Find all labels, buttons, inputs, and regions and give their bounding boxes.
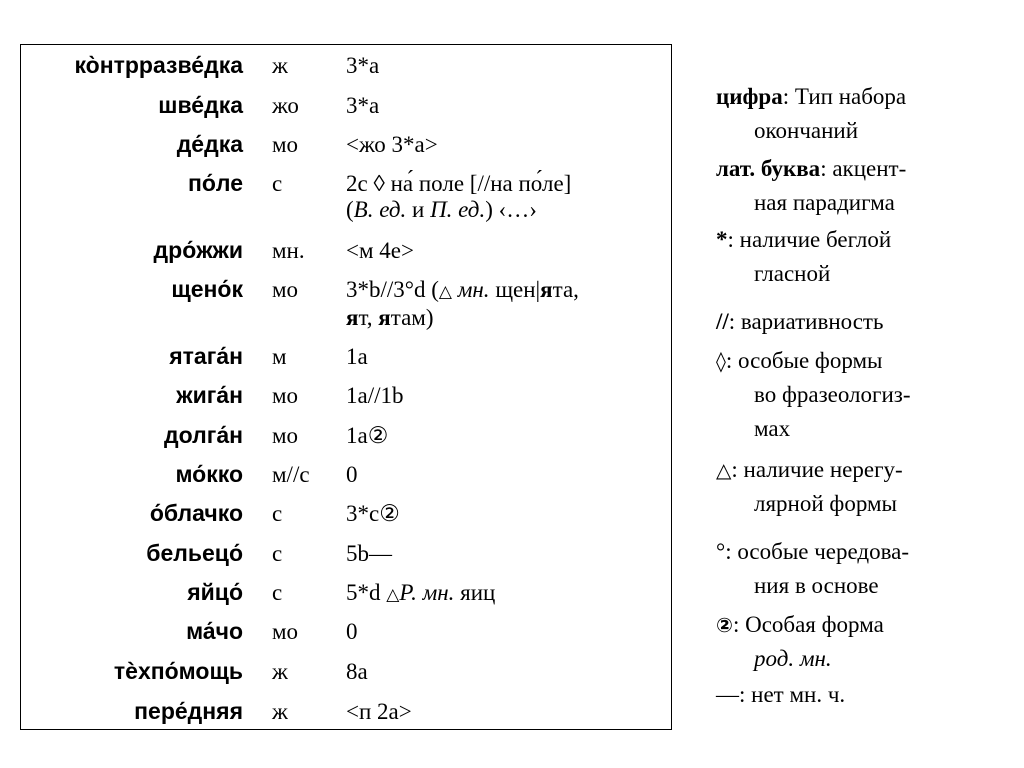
legend-key: ◊ — [716, 349, 726, 373]
inflection-line: 5b— — [346, 541, 392, 566]
inflection-line: 1a② — [346, 423, 389, 448]
gender-label: ж — [272, 659, 288, 684]
legend-entry — [716, 223, 1016, 291]
legend-separator: : — [727, 227, 740, 252]
legend-entry — [716, 678, 1016, 712]
inflection-line: 3*c② — [346, 501, 400, 526]
grammar-table — [20, 44, 672, 730]
legend-separator: : — [731, 457, 744, 482]
headword: дро́жжи — [153, 237, 243, 263]
legend-text: Тип набора — [794, 84, 907, 109]
headword: о́блачко — [149, 500, 243, 526]
headword: шве́дка — [158, 92, 243, 118]
legend-entry — [716, 152, 1016, 220]
inflection-line: 3*a — [346, 53, 380, 78]
legend-line — [716, 678, 1016, 712]
headword: де́дка — [176, 131, 243, 157]
legend-key: ° — [716, 539, 726, 564]
legend-separator: : — [782, 84, 795, 109]
gender-label: ж — [272, 699, 288, 724]
inflection-info — [346, 541, 666, 567]
legend-key: цифра — [716, 84, 783, 109]
legend-text: наличие беглой — [739, 227, 892, 252]
headword: ма́чо — [186, 618, 243, 644]
inflection-info — [346, 53, 666, 79]
legend-entry — [716, 305, 1016, 339]
gender-label: м — [272, 344, 287, 369]
inflection-info — [346, 238, 666, 264]
gender-label: с — [272, 541, 283, 566]
inflection-line: 1a//1b — [346, 383, 404, 408]
inflection-line: 0 — [346, 462, 358, 487]
gender-label: мн. — [272, 238, 305, 263]
inflection-info — [346, 93, 666, 119]
inflection-info — [346, 344, 666, 370]
gender-label: жо — [272, 93, 299, 118]
gender-label: мо — [272, 277, 299, 302]
headword: долга́н — [164, 422, 243, 448]
legend-text: ния в основе — [754, 573, 879, 598]
headword: мо́кко — [175, 461, 243, 487]
inflection-line: <жо 3*a> — [346, 132, 438, 157]
inflection-line: <п 2a> — [346, 699, 412, 724]
legend-text: нет мн. ч. — [751, 682, 846, 707]
inflection-line: <м 4e> — [346, 238, 414, 263]
legend-separator: : — [725, 348, 739, 373]
headword: жига́н — [176, 382, 243, 408]
legend-separator: : — [725, 539, 738, 564]
legend-key: * — [716, 227, 728, 252]
legend-text: мах — [754, 416, 791, 441]
headword: ко̀нтрразве́дка — [74, 52, 243, 78]
inflection-info — [346, 171, 666, 223]
legend-separator: : — [739, 682, 752, 707]
headword: тѐхпо́мощь — [113, 658, 243, 684]
gender-label: с — [272, 501, 283, 526]
gender-label: с — [272, 171, 283, 196]
legend-separator: : — [732, 612, 746, 637]
legend-text: вариативность — [740, 309, 884, 334]
headword: пере́дняя — [134, 698, 243, 724]
legend-entry — [716, 344, 1016, 446]
legend-entry — [716, 80, 1016, 148]
inflection-line: 1a — [346, 344, 368, 369]
inflection-line: 5*d △Р. мн. яиц — [346, 580, 496, 605]
legend-key: △ — [716, 458, 732, 482]
inflection-line: 3*b//3°d (△ мн. щен|ята, — [346, 277, 579, 302]
legend-text: наличие нерегу- — [743, 457, 903, 482]
inflection-info — [346, 699, 666, 725]
inflection-line: (В. ед. и П. ед.) ‹…› — [346, 197, 537, 222]
headword: щено́к — [171, 276, 243, 302]
legend-text: гласной — [754, 261, 831, 286]
gender-label: мо — [272, 132, 299, 157]
legend-line — [716, 344, 1016, 378]
headword: ятага́н — [169, 343, 243, 369]
legend-line — [716, 535, 1016, 569]
legend-line — [716, 305, 1016, 339]
legend-line — [716, 152, 1016, 186]
legend-text: акцент- — [832, 156, 907, 181]
legend-text: особые формы — [738, 348, 883, 373]
gender-label: мо — [272, 619, 299, 644]
inflection-info — [346, 423, 666, 449]
legend-line — [716, 80, 1016, 114]
legend-text: лярной формы — [754, 491, 897, 516]
legend-entry — [716, 608, 1016, 676]
legend-text: во фразеологиз- — [754, 382, 911, 407]
legend-line — [716, 223, 1016, 257]
headword: яйцо́ — [187, 579, 243, 605]
legend-text: Особая форма — [745, 612, 884, 637]
legend-key: // — [716, 309, 729, 334]
legend-line — [716, 608, 1016, 642]
inflection-info — [346, 659, 666, 685]
legend-text: род. мн. — [754, 646, 832, 671]
legend-line — [716, 453, 1016, 487]
inflection-line: 0 — [346, 619, 358, 644]
inflection-info — [346, 580, 666, 608]
gender-label: м//с — [272, 462, 310, 487]
inflection-line: ят, ятам) — [346, 305, 434, 330]
headword: по́ле — [187, 170, 243, 196]
gender-label: мо — [272, 383, 299, 408]
inflection-info — [346, 383, 666, 409]
inflection-info — [346, 277, 666, 331]
gender-label: с — [272, 580, 283, 605]
legend-text: окончаний — [754, 118, 859, 143]
inflection-info — [346, 619, 666, 645]
legend-key: лат. буква — [716, 156, 821, 181]
inflection-info — [346, 462, 666, 488]
legend-entry — [716, 453, 1016, 521]
gender-label: мо — [272, 423, 299, 448]
legend-key: — — [716, 682, 739, 707]
legend-entry — [716, 535, 1016, 603]
inflection-line: 2c ◊ на́ поле [//на по́ле] — [346, 171, 572, 196]
inflection-line: 8a — [346, 659, 368, 684]
gender-label: ж — [272, 53, 288, 78]
legend-text: особые чередова- — [737, 539, 910, 564]
inflection-line: 3*a — [346, 93, 380, 118]
legend-separator: : — [820, 156, 833, 181]
legend-key: ② — [716, 613, 733, 637]
legend-separator: : — [728, 309, 741, 334]
legend-text: ная парадигма — [754, 190, 895, 215]
inflection-info — [346, 132, 666, 158]
inflection-info — [346, 501, 666, 527]
headword: бельецо́ — [146, 540, 243, 566]
